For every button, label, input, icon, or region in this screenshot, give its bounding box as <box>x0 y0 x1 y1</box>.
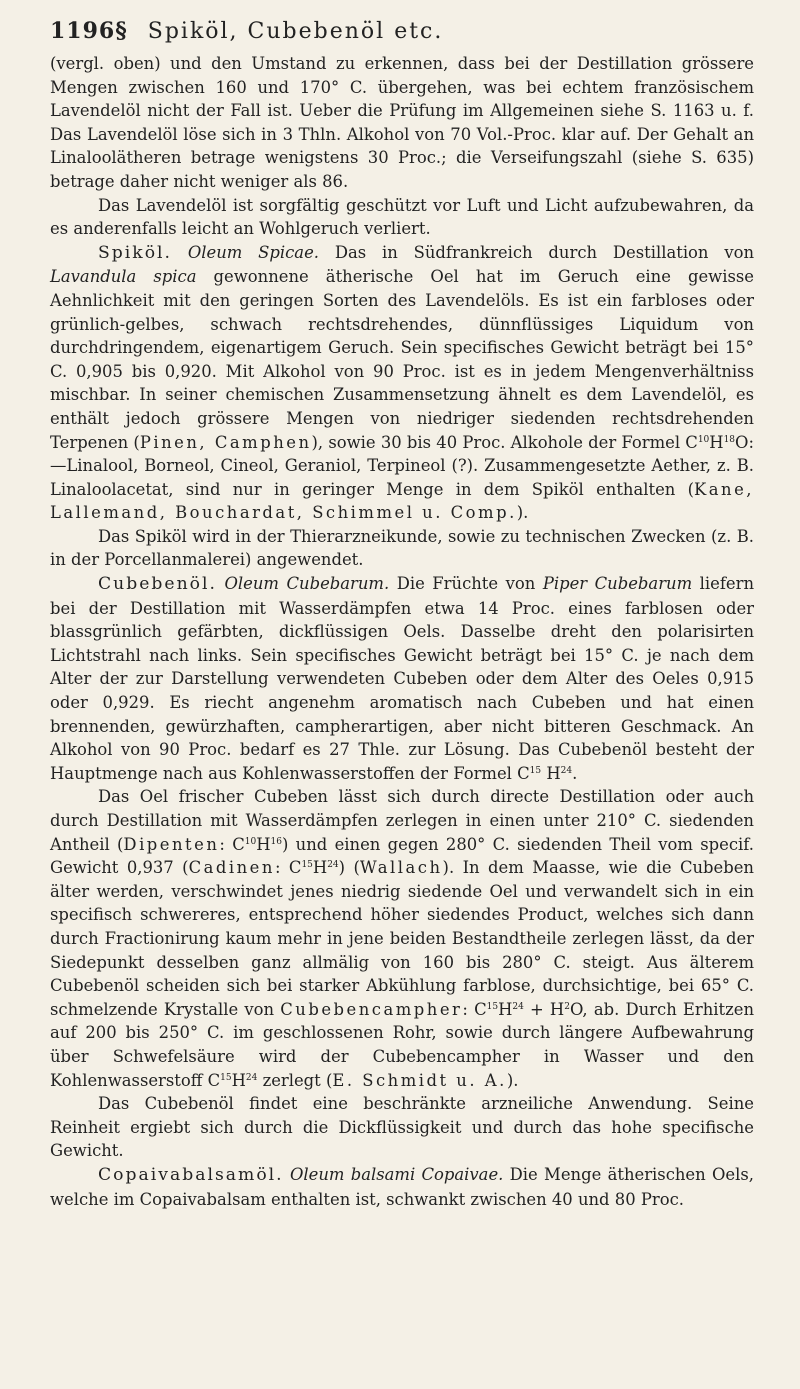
spaced-term: Cadinen <box>188 858 275 878</box>
text-run: ). In dem Maasse, wie die Cubeben älter werden, verschwindet jenes niedrig siedende Oel und verwandelt sich in ein specifisch schwereres, entsprechend höher siedendes Product, welches sich dann durch Fractionirung kaum mehr in jene beiden Bestandtheile zerlegen lässt, da der Siedepunkt desselben ganz allmälig von 160 bis 280° C. steigt. Aus älterem Cubebenöl scheiden sich bei starker Abkühlung farblose, durchsichtige, bei 65° C. schmelzende Krystalle von <box>50 858 754 1019</box>
latin-name: Oleum balsami Copaivae. <box>289 1164 504 1184</box>
page-number-value: 1196 <box>50 18 116 44</box>
paragraph-cubeben-anwendung: Das Cubebenöl findet eine beschränkte arzneiliche Anwendung. Seine Reinheit ergiebt sich durch die Dickflüssigkeit und durch das hohe specifische Gewicht. <box>50 1094 754 1161</box>
formula-sup: 15 <box>301 860 313 871</box>
formula-sup: 15 <box>529 765 542 776</box>
latin-species: Piper Cubebarum <box>542 574 693 594</box>
paragraph-spikoel-verwendung: Das Spiköl wird in der Thierarzneikunde, sowie zu technischen Zwecken (z. B. in der Porcellanmalerei) angewendet. <box>50 526 754 570</box>
text-run: Die Früchte von <box>389 574 543 594</box>
formula-sup: 18 <box>723 434 736 445</box>
spaced-term: Cubebencampher <box>280 999 463 1019</box>
text-run: ) und einen gegen 280° C. siedenden Theil vom specif. Gewicht 0,937 ( <box>50 834 754 878</box>
paragraph-cubeben-zerlegung <box>50 785 754 1092</box>
spaced-term: Pinen, Camphen <box>139 432 312 452</box>
spaced-term: Dipenten <box>123 834 220 854</box>
text-run: O: —Linalool, Borneol, Cineol, Geraniol, Terpineol (?). Zusammengesetzte Aether, z. B. Linaloolacetat, sind nur in geringer Menge in dem Spiköl enthalten ( <box>50 432 754 499</box>
text-run: H <box>498 999 513 1019</box>
section-heading: Spiköl. <box>98 242 172 263</box>
text-run: H <box>312 858 328 878</box>
text-run: liefern bei der Destillation mit Wasserdämpfen etwa 14 Proc. eines farblosen oder blassgrünlich gefärbten, dickflüssigen Oels. Dasselbe dreht den polarisirten Lichtstrahl nach links. Sein specifisches Gewicht beträgt bei 15° C. je nach dem Alter der zur Darstellung verwendeten Cubeben oder dem Alter des Oeles 0,915 oder 0,929. Es riecht angenehm aromatisch nach Cubeben und hat einen brennenden, gewürzhaften, campherartigen, aber nicht bitteren Geschmack. An Alkohol von 90 Proc. bedarf es 27 Thle. zur Lösung. Das Cubebenöl besteht der Hauptmenge nach aus Kohlenwasserstoffen der Formel C <box>50 574 755 783</box>
formula-sup: 15 <box>220 1072 232 1083</box>
text-run: zerlegt ( <box>257 1070 333 1090</box>
text-run: H <box>541 763 561 783</box>
text-run: + H <box>523 999 565 1019</box>
formula-sup: 15 <box>486 1001 499 1012</box>
formula-sup: 24 <box>245 1072 258 1083</box>
text-run: O, ab. Durch Erhitzen auf 200 bis 250° C. im geschlossenen Rohr, sowie durch längere Aufbewahrung über Schwefelsäure wird der Cubebencampher in Wasser und den Kohlenwasserstoff C <box>50 999 755 1090</box>
text-run: : C <box>462 999 487 1019</box>
text-run: ). <box>516 503 529 523</box>
section-spikoel <box>50 241 754 525</box>
text-run: H <box>231 1070 246 1090</box>
text-run: H <box>256 834 271 854</box>
text-run: gewonnene ätherische Oel hat im Geruch eine gewisse Aehnlichkeit mit den geringen Sorten des Lavendelöls. Es ist ein farbloses oder grünlich-gelbes, schwach rechtsdrehendes, dünnflüssiges Liquidum von durchdringendem, eigenartigem Geruch. Sein specifisches Gewicht beträgt bei 15° C. 0,905 bis 0,920. Mit Alkohol von 90 Proc. ist es in jedem Mengenverhältniss mischbar. In seiner chemischen Zusammensetzung ähnelt es dem Lavendelöl, es enthält jedoch grössere Mengen von niedriger siedenden rechtsdrehenden Terpenen ( <box>50 267 754 452</box>
text-run: ). <box>506 1070 519 1090</box>
text-run: Die Menge ätherischen Oels, welche im Copaivabalsam enthalten ist, schwankt zwischen 40 und 80 Proc. <box>50 1164 754 1209</box>
formula-sup: 16 <box>270 836 282 847</box>
section-cubebenoel <box>50 572 754 785</box>
formula-sup: 10 <box>244 836 257 847</box>
formula-sup: 10 <box>697 434 710 445</box>
text-run: H <box>709 432 724 452</box>
formula-sup: 24 <box>327 860 339 871</box>
text-run: Das Oel frischer Cubeben lässt sich durch directe Destillation oder auch durch Destillation mit Wasserdämpfen zerlegen in einen unter 210° C. siedenden Antheil ( <box>50 787 754 854</box>
text-run: ), sowie 30 bis 40 Proc. Alkohole der Formel C <box>311 432 698 452</box>
running-title: Spiköl, Cubebenöl etc. <box>147 19 444 44</box>
text-run: : C <box>219 834 245 854</box>
paragraph-lavendel-aufbewahrung: Das Lavendelöl ist sorgfältig geschützt vor Luft und Licht aufzubewahren, da es anderenfalls leicht an Wohlgeruch verliert. <box>50 195 754 239</box>
text-run: Das in Südfrankreich durch Destillation von <box>319 242 755 262</box>
latin-species: Lavandula spica <box>50 267 197 287</box>
section-mark: § <box>115 18 128 44</box>
formula-sup: 24 <box>512 1001 524 1012</box>
latin-name: Oleum Spicae. <box>187 242 319 262</box>
author-names: Wallach <box>359 858 443 878</box>
formula-sup: 24 <box>560 765 573 776</box>
author-names: Kane, Lallemand, Bouchardat, Schimmel u. Comp. <box>50 479 754 523</box>
author-names: E. Schmidt u. A. <box>332 1070 507 1090</box>
text-run: : C <box>274 858 302 878</box>
formula-sup: 2 <box>564 1001 570 1012</box>
paragraph-lavendel-pruefung: (vergl. oben) und den Umstand zu erkennen, dass bei der Destillation grössere Mengen zwischen 160 und 170° C. übergehen, was bei echtem französischem Lavendelöl nicht der Fall ist. Ueber die Prüfung im Allgemeinen siehe S. 1163 u. f. Das Lavendelöl löse sich in 3 Thln. Alkohol von 70 Vol.-Proc. klar auf. Der Gehalt an Linaloolätheren betrage wenigstens 30 Proc.; die Verseifungszahl (siehe S. 635) betrage daher nicht weniger als 86. <box>50 54 754 191</box>
latin-name: Oleum Cubebarum. <box>224 574 390 594</box>
text-run: ) ( <box>338 858 360 878</box>
section-copaivabalsamoel <box>50 1163 754 1211</box>
section-heading: Copaivabalsamöl. <box>98 1164 284 1185</box>
page-header <box>50 18 754 52</box>
text-run: . <box>572 763 578 783</box>
section-heading: Cubebenöl. <box>98 574 217 595</box>
page-number <box>50 18 128 44</box>
